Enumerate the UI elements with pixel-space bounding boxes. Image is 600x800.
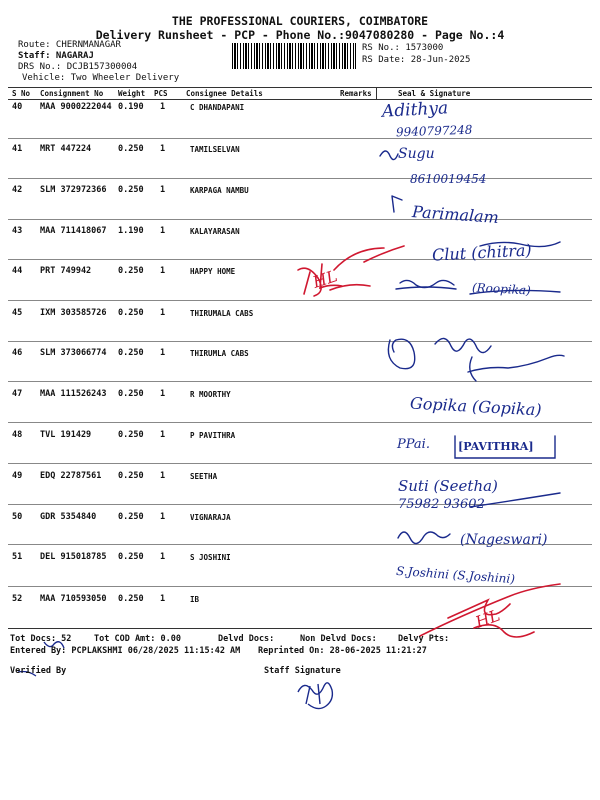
- drs-number: DRS No.: DCJB157300004: [18, 62, 138, 72]
- row-consignment: MAA 710593050: [40, 594, 107, 604]
- col-header-remarks: Remarks: [340, 89, 372, 98]
- row-consignee: KARPAGA NAMBU: [190, 186, 249, 195]
- handwritten-signature: S.Joshini (S.Joshini): [395, 563, 516, 587]
- row-consignee: VIGNARAJA: [190, 513, 231, 522]
- row-sno: 50: [12, 512, 23, 522]
- row-sno: 45: [12, 308, 23, 318]
- row-consignee: THIRUMLA CABS: [190, 349, 249, 358]
- col-header-seal: Seal & Signature: [398, 89, 471, 98]
- row-sno: 43: [12, 226, 23, 236]
- row-weight: 0.250: [118, 308, 144, 318]
- blue-strike: [470, 290, 560, 294]
- reprinted-on: Reprinted On: 28-06-2025 11:21:27: [258, 646, 427, 656]
- staff-signature-mark: [298, 683, 332, 709]
- blue-scribble: [480, 242, 560, 247]
- row-consignment: EDQ 22787561: [40, 471, 102, 481]
- blue-scribble: [380, 151, 398, 160]
- handwritten-signature: PPai.: [397, 437, 430, 452]
- row-sno: 44: [12, 266, 23, 276]
- red-initials: HL: [310, 266, 340, 292]
- row-pcs: 1: [160, 144, 166, 154]
- rs-number: RS No.: 1573000: [362, 43, 444, 53]
- row-pcs: 1: [160, 185, 166, 195]
- row-weight: 0.250: [118, 512, 144, 522]
- vehicle-label: Vehicle: Two Wheeler Delivery: [22, 73, 180, 83]
- row-pcs: 1: [160, 594, 166, 604]
- row-consignee: IB: [190, 595, 200, 604]
- row-pcs: 1: [160, 430, 166, 440]
- row-weight: 1.190: [118, 226, 144, 236]
- row-pcs: 1: [160, 348, 166, 358]
- handwritten-signature: (Nageswari): [460, 532, 548, 548]
- blue-signature: [468, 355, 564, 372]
- blue-scribble: [392, 196, 402, 212]
- row-sno: 46: [12, 348, 23, 358]
- row-consignment: DEL 915018785: [40, 552, 107, 562]
- handwritten-signature: Adithya: [381, 98, 449, 122]
- row-sno: 51: [12, 552, 23, 562]
- handwritten-name-box: [PAVITHRA]: [458, 440, 534, 453]
- row-pcs: 1: [160, 308, 166, 318]
- handwritten-phone: 75982 93602: [398, 497, 485, 512]
- entered-by: Entered By: PCPLAKSHMI 06/28/2025 11:15:42 AM: [10, 646, 241, 656]
- row-consignment: MAA 9000222044: [40, 102, 112, 112]
- row-sno: 48: [12, 430, 23, 440]
- row-consignee: SEETHA: [190, 472, 218, 481]
- handwritten-signature: Gopika (Gopika): [409, 393, 543, 420]
- delivered-docs: Delvd Docs:: [218, 634, 275, 644]
- blue-signature-loop: [388, 339, 414, 368]
- non-delivered-docs: Non Delvd Docs:: [300, 634, 377, 644]
- blue-signature: [435, 338, 491, 352]
- blue-signature: [470, 357, 476, 381]
- row-pcs: 1: [160, 266, 166, 276]
- handwritten-signature: Suti (Seetha): [398, 477, 498, 495]
- row-weight: 0.250: [118, 185, 144, 195]
- handwritten-signature: Parimalam: [411, 201, 500, 228]
- row-sno: 40: [12, 102, 23, 112]
- total-docs: Tot Docs: 52: [10, 634, 72, 644]
- row-sno: 52: [12, 594, 23, 604]
- row-sno: 49: [12, 471, 23, 481]
- handwritten-signature: Sugu: [398, 146, 435, 162]
- staff-signature-label: Staff Signature: [264, 666, 341, 676]
- row-pcs: 1: [160, 552, 166, 562]
- delivery-points: Delvy Pts:: [398, 634, 450, 644]
- row-consignee: P PAVITHRA: [190, 431, 236, 440]
- row-weight: 0.250: [118, 266, 144, 276]
- col-header-sno: S No: [12, 89, 31, 98]
- row-weight: 0.250: [118, 471, 144, 481]
- row-pcs: 1: [160, 226, 166, 236]
- row-consignee: R MOORTHY: [190, 390, 231, 399]
- row-weight: 0.250: [118, 348, 144, 358]
- rs-date: RS Date: 28-Jun-2025: [362, 55, 471, 65]
- red-initials: HL: [472, 605, 503, 632]
- row-weight: 0.190: [118, 102, 144, 112]
- row-consignee: KALAYARASAN: [190, 227, 240, 236]
- row-pcs: 1: [160, 471, 166, 481]
- blue-underline: [470, 493, 560, 507]
- row-weight: 0.250: [118, 389, 144, 399]
- row-weight: 0.250: [118, 594, 144, 604]
- row-weight: 0.250: [118, 552, 144, 562]
- total-cod-amount: Tot COD Amt: 0.00: [94, 634, 181, 644]
- row-pcs: 1: [160, 389, 166, 399]
- row-consignee: THIRUMALA CABS: [190, 309, 254, 318]
- row-consignee: S JOSHINI: [190, 553, 231, 562]
- route-label: Route: CHERNMANAGAR: [18, 40, 121, 50]
- row-weight: 0.250: [118, 430, 144, 440]
- row-consignment: TVL 191429: [40, 430, 92, 440]
- row-pcs: 1: [160, 102, 166, 112]
- row-consignment: MAA 711418067: [40, 226, 107, 236]
- col-header-pcs: PCS: [154, 89, 168, 98]
- col-header-weight: Weight: [118, 89, 146, 98]
- blue-signature: [398, 532, 450, 544]
- row-consignment: SLM 372972366: [40, 185, 107, 195]
- staff-label: Staff: NAGARAJ: [18, 51, 94, 61]
- row-sno: 41: [12, 144, 23, 154]
- row-consignment: MAA 111526243: [40, 389, 107, 399]
- col-header-consignee: Consignee Details: [186, 89, 263, 98]
- row-pcs: 1: [160, 512, 166, 522]
- row-consignment: PRT 749942: [40, 266, 92, 276]
- handwritten-signature: Clut (chitra): [431, 240, 533, 265]
- handwritten-phone: 9940797248: [395, 122, 473, 140]
- row-consignment: IXM 303585726: [40, 308, 107, 318]
- row-consignment: GDR 5354840: [40, 512, 97, 522]
- row-consignee: C DHANDAPANI: [190, 103, 245, 112]
- row-sno: 47: [12, 389, 23, 399]
- row-consignment: MRT 447224: [40, 144, 92, 154]
- col-header-consignment: Consignment No: [40, 89, 104, 98]
- row-sno: 42: [12, 185, 23, 195]
- row-consignee: TAMILSELVAN: [190, 145, 240, 154]
- blue-bracket: [455, 436, 555, 458]
- runsheet-subtitle: Delivery Runsheet - PCP - Phone No.:9047080280 - Page No.:4: [95, 28, 505, 42]
- row-weight: 0.250: [118, 144, 144, 154]
- row-consignment: SLM 373066774: [40, 348, 107, 358]
- company-title: THE PROFESSIONAL COURIERS, COIMBATORE: [171, 14, 429, 28]
- row-consignee: HAPPY HOME: [190, 267, 236, 276]
- verified-by-label: Verified By: [10, 666, 67, 676]
- handwritten-signature: (Roopika): [471, 280, 532, 298]
- handwritten-phone: 8610019454: [410, 172, 487, 186]
